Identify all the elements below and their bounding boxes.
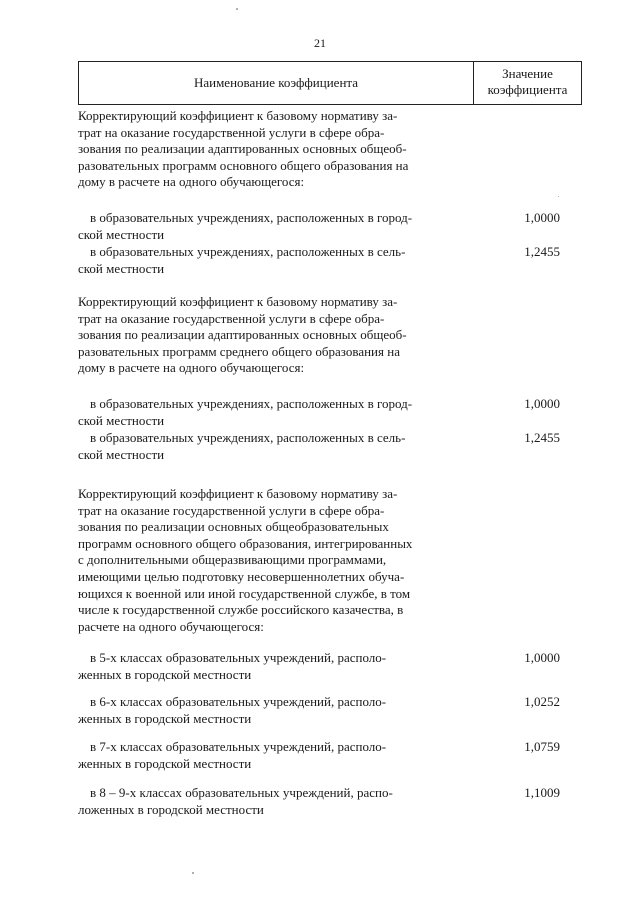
column-header-name: Наименование коэффициента bbox=[193, 75, 359, 90]
table-border-bottom bbox=[78, 104, 582, 105]
section-1-item-2-label: в образовательных учреждениях, расположенных в сель- ской местности bbox=[78, 244, 406, 276]
column-header-value: Значение коэффициента bbox=[487, 66, 568, 97]
section-3-item-1-value: 1,0000 bbox=[524, 650, 560, 665]
section-1-item-2-value: 1,2455 bbox=[524, 244, 560, 259]
section-2-item-1-value: 1,0000 bbox=[524, 396, 560, 411]
section-2-item-2-label: в образовательных учреждениях, расположенных в сель- ской местности bbox=[78, 430, 406, 462]
section-1-item-1-value: 1,0000 bbox=[524, 210, 560, 225]
table-border-right bbox=[581, 61, 582, 105]
page-number: 21 bbox=[314, 36, 326, 50]
table-border-top bbox=[78, 61, 582, 62]
section-3-item-2-value: 1,0252 bbox=[524, 694, 560, 709]
scan-speck bbox=[192, 872, 194, 874]
section-3-description: Корректирующий коэффициент к базовому нормативу за- трат на оказание государственной услуги в сфере обра- зования по реализации основных общеобразовательных программ основного общего образования, интегрированных с дополнительными общеразвивающими программами, имеющими целью подготовку несовершеннолетних обуча- ющихся к военной или иной государственной службе, в том числе к государственной службе российского казачества, в расчете на одного обучающегося: bbox=[78, 486, 413, 634]
section-1-description: Корректирующий коэффициент к базовому нормативу за- трат на оказание государственной услуги в сфере обра- зования по реализации адаптированных основных общеоб- разовательных программ основного общего образования на дому в расчете на одного обучающегося: bbox=[78, 108, 409, 190]
scan-speck bbox=[558, 196, 559, 197]
scan-speck bbox=[236, 8, 238, 10]
section-3-item-2-label: в 6-х классах образовательных учреждений, располо- женных в городской местности bbox=[78, 694, 387, 726]
section-2-description: Корректирующий коэффициент к базовому нормативу за- трат на оказание государственной услуги в сфере обра- зования по реализации адаптированных основных общеоб- разовательных программ среднего общего образования на дому в расчете на одного обучающегося: bbox=[78, 294, 407, 376]
section-1-item-1-label: в образовательных учреждениях, расположенных в город- ской местности bbox=[78, 210, 413, 242]
section-3-item-3-value: 1,0759 bbox=[524, 739, 560, 754]
section-3-item-4-label: в 8 – 9-х классах образовательных учреждений, распо- ложенных в городской местности bbox=[78, 785, 393, 817]
section-3-item-4-value: 1,1009 bbox=[524, 785, 560, 800]
section-3-item-3-label: в 7-х классах образовательных учреждений, располо- женных в городской местности bbox=[78, 739, 387, 771]
section-3-item-1-label: в 5-х классах образовательных учреждений, располо- женных в городской местности bbox=[78, 650, 387, 682]
section-2-item-1-label: в образовательных учреждениях, расположенных в город- ской местности bbox=[78, 396, 413, 428]
section-2-item-2-value: 1,2455 bbox=[524, 430, 560, 445]
